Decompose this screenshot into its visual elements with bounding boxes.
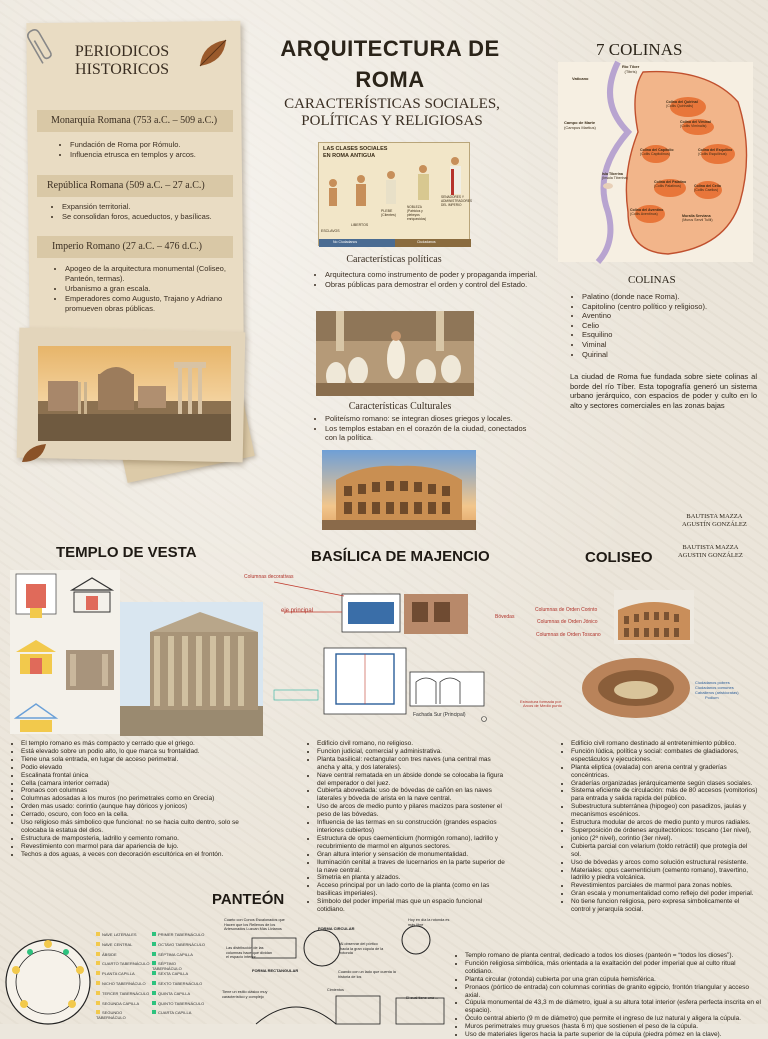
colosseum-facade-photo bbox=[614, 590, 694, 644]
list-item: • Nave central rematada en un ábside donde se colocaba la figura del emperador o del juez. bbox=[317, 772, 506, 788]
legend-label: QUINTA CAPILLA bbox=[158, 990, 191, 996]
panteon-title: PANTEÓN bbox=[212, 891, 285, 908]
map-label: Río Tíber bbox=[622, 64, 640, 69]
list-item: • Estructura de opus caementicium (hormigón romano), ladrillo y recubrimiento de marmol en algunos sectores. bbox=[317, 835, 506, 851]
list-item: • Estructura modular de arcos de medio punto y muros radiales. bbox=[571, 819, 758, 827]
map-label: Muralla Serviana bbox=[682, 214, 711, 218]
era-republica-list bbox=[52, 202, 232, 222]
list-item: • El templo romano es más compacto y cerrado que el griego. bbox=[21, 740, 250, 748]
class-bar-label: No Ciudadanos bbox=[333, 240, 358, 244]
periods-title: PERIODICOS HISTORICOS bbox=[74, 43, 170, 78]
list-item: • Materiales: opus caementicium (cemento romano), travertino, ladrillo y piedra volcánica. bbox=[571, 867, 758, 883]
coliseo-label: Columnas de Orden Corinto bbox=[535, 607, 598, 613]
legend-label: OCTAVO TABERNÁCULO bbox=[158, 941, 206, 947]
legend-label: SEGUNDA CAPILLA bbox=[102, 1000, 140, 1006]
list-item: • Uso de bóvedas y arcos como solución estructural resistente. bbox=[571, 859, 758, 867]
map-label: Colina del Viminal bbox=[680, 120, 711, 124]
map-label: (Collis Viminalis) bbox=[680, 124, 707, 128]
panteon-list bbox=[456, 952, 762, 1039]
class-label: SENADORES Y ADMINISTRADORES DEL IMPERIO bbox=[441, 195, 472, 207]
list-item: • Funcion judicial, comercial y administrativa. bbox=[317, 748, 506, 756]
list-item: • Capitolino (centro político y religioso). bbox=[582, 302, 752, 312]
legend-label: SÉPTIMA CAPILLA bbox=[158, 951, 193, 957]
list-item: • Esquilino bbox=[582, 330, 752, 340]
basilica-label: Fachada Sur (Principal) bbox=[413, 712, 466, 718]
list-item: • Planta circular (rotonda) cubierta por una gran cúpula hemisférica. bbox=[465, 976, 762, 984]
coliseo-label: Estructura formada por bbox=[520, 699, 561, 704]
colosseum-photo bbox=[322, 450, 476, 530]
legend-label: TERCER TABERNÁCULO bbox=[102, 990, 150, 996]
panteon-note: Las distribución de las columnas hace que dividan el espacio interior bbox=[226, 946, 273, 960]
list-item: • Influencia de las termas en su construcción (grandes espacios interiores cubiertos) bbox=[317, 819, 506, 835]
legend-label: SÉPTIMO TABERNÁCULO bbox=[152, 961, 182, 972]
list-item: • Uso de arcos de medio punto y pilares macizos para sostener el peso de las bóvedas. bbox=[317, 803, 506, 819]
list-item: • Podio elevado bbox=[21, 764, 250, 772]
map-label: Vaticano bbox=[572, 76, 589, 81]
list-item: • Iluminación cenital a traves de lucernarios en la parte superior de la nave central. bbox=[317, 859, 506, 875]
political-heading: Características políticas bbox=[346, 254, 442, 265]
legend-label: SEXTO TABERNÁCULO bbox=[158, 980, 203, 986]
class-label: NOBLEZA (Patricios y plebeyos enriquecidos) bbox=[407, 205, 427, 221]
map-label: Isla Tiberina bbox=[602, 172, 623, 176]
list-item: • Palatino (donde nace Roma). bbox=[582, 292, 752, 302]
map-label: (Collis Caelius) bbox=[694, 188, 719, 192]
list-item: • Óculo central abierto (9 m de diámetro) que permite el ingreso de luz natural y aligera la cúpula. bbox=[465, 1015, 762, 1023]
legend-label: NAVE CENTRAL bbox=[102, 941, 133, 947]
panteon-note: FORMA CIRCULAR bbox=[318, 926, 355, 931]
basilica-title: BASÍLICA DE MAJENCIO bbox=[311, 548, 490, 565]
list-item: • Cubierta parcial con velarium (toldo retráctil) que protegía del sol. bbox=[571, 843, 758, 859]
map-label: (Collis Capitolinus) bbox=[640, 152, 670, 156]
era-imperio: Imperio Romano (27 a.C. – 476 d.C.) bbox=[52, 241, 202, 252]
list-item: • Templo romano de planta central, dedicado a todos los dioses (panteón = “todos los dioses”). bbox=[465, 952, 762, 960]
map-label: (Collis Quirinalis) bbox=[666, 104, 694, 108]
list-item: • Subestructura subterránea (hipogeo) con pasadizos, jaulas y mecanismos escénicos. bbox=[571, 803, 758, 819]
list-item: • Expansión territorial. bbox=[62, 202, 232, 212]
list-item: • Simetria en planta y alzados. bbox=[317, 874, 506, 882]
list-item: • Uso religioso más simbolico que funcional: no se hacia culto dentro, solo se colocaba la estatua del dios. bbox=[21, 819, 250, 835]
map-label: Colina del Capitolio bbox=[640, 148, 674, 152]
coliseo-label: Columnas de Orden Jónico bbox=[537, 619, 598, 625]
list-item: • Cúpula monumental de 43,3 m de diámetro, igual a su altura total interior (esfera perfecta inscrita en el espacio). bbox=[465, 999, 762, 1015]
list-item: • Aventino bbox=[582, 311, 752, 321]
colosseum-cutaway bbox=[580, 652, 692, 720]
main-title bbox=[270, 33, 510, 95]
panteon-legend bbox=[96, 932, 206, 1024]
coliseo-label: Columnas de Orden Toscano bbox=[536, 632, 601, 638]
map-label: (Murus Servii Tullii) bbox=[682, 218, 713, 222]
main-subtitle bbox=[262, 96, 522, 130]
list-item: • Edificio civil romano destinado al entretenimiento público. bbox=[571, 740, 758, 748]
author-line: BAUTISTA MAZZA bbox=[686, 513, 743, 520]
vesta-title: TEMPLO DE VESTA bbox=[56, 544, 197, 561]
list-item: • Celio bbox=[582, 321, 752, 331]
era-monarquia: Monarquía Romana (753 a.C. – 509 a.C.) bbox=[51, 115, 218, 126]
coliseo-list bbox=[562, 740, 758, 914]
list-item: • Cerrado, oscuro, con foco en la cella. bbox=[21, 811, 250, 819]
colinas-list bbox=[572, 292, 752, 359]
list-item: • Cella (camara interior cerrada) bbox=[21, 780, 250, 788]
vesta-list bbox=[12, 740, 250, 859]
coliseo-title: COLISEO bbox=[585, 549, 653, 566]
list-item: • Pronaos con columnas bbox=[21, 787, 250, 795]
cultural-list bbox=[315, 414, 540, 443]
list-item: • Quirinal bbox=[582, 350, 752, 360]
class-label: ESCLAVOS bbox=[321, 229, 340, 233]
map-label: Campo de Marte bbox=[564, 120, 596, 125]
coliseo-label: Ciudadanos pobres bbox=[695, 680, 730, 685]
list-item: • Función lúdica, política y social: combates de gladiadores, espectáculos y ejecuciones. bbox=[571, 748, 758, 764]
panteon-note: Hoy en día la rotonda es más libre bbox=[408, 918, 450, 927]
list-item: • Gran escala y monumentalidad como reflejo del poder imperial. bbox=[571, 890, 758, 898]
list-item: • Viminal bbox=[582, 340, 752, 350]
vesta-temple-photo bbox=[120, 602, 263, 736]
list-item: • Orden mas usado: corintio (aunque hay dóricos y jonicos) bbox=[21, 803, 250, 811]
panteon-note: Cimientos bbox=[327, 988, 344, 992]
legend-label: NICHO TABERNÁCULO bbox=[102, 980, 146, 986]
author-line: BAUTISTA MAZZA bbox=[682, 544, 739, 551]
social-classes-illustration bbox=[318, 142, 470, 246]
list-item: • Escalinata frontal única bbox=[21, 772, 250, 780]
basilica-label: Bóvedas bbox=[495, 614, 515, 620]
classes-title-line2: EN ROMA ANTIGUA bbox=[323, 152, 376, 159]
legend-label: PRIMER TABERNÁCULO bbox=[158, 932, 205, 937]
list-item: • Los templos estaban en el corazón de la ciudad, conectados con la política. bbox=[325, 424, 540, 443]
list-item: • Arquitectura como instrumento de poder y propaganda imperial. bbox=[325, 270, 555, 280]
class-label: LIBERTOS bbox=[351, 223, 369, 227]
legend-label: SEGUNDO TABERNÁCULO bbox=[96, 1010, 126, 1021]
list-item: • Estructura de mamposteria, ladrillo y cemento romano. bbox=[21, 835, 250, 843]
coliseo-label: Ciudadanos comunes bbox=[695, 685, 734, 690]
map-label: (Tibris) bbox=[624, 69, 637, 74]
class-bar-label: Ciudadanos bbox=[417, 240, 436, 244]
legend-label: SEXTA CAPILLA bbox=[158, 971, 189, 977]
basilica-label: eje principal bbox=[281, 608, 314, 614]
list-item: • Uso de materiales ligeros hacia la parte superior de la cúpula (piedra pómez en la clave). bbox=[465, 1031, 762, 1039]
list-item: • Cubierta abovedada: uso de bóvedas de cañón en las naves laterales y bóveda de arista en la nave central. bbox=[317, 787, 506, 803]
panteon-note: El cual tiene una ... bbox=[406, 996, 439, 1000]
panteon-note: Cuando con un lado que cuenta la historia de los bbox=[338, 970, 396, 979]
list-item: • Obras públicas para demostrar el orden y control del Estado. bbox=[325, 280, 555, 290]
era-monarquia-list bbox=[60, 140, 230, 160]
list-item: • Edificio civil romano, no religioso. bbox=[317, 740, 506, 748]
basilica-label: Columnas decorativas bbox=[244, 574, 294, 580]
legend-label: NAVE LATERALES bbox=[102, 932, 137, 937]
panteon-note: Cuarto con Conos Escalonados que Hacen que los Rellenos de los Artesonados Luzcan Más Livianos bbox=[224, 918, 285, 932]
leaf-icon bbox=[20, 442, 48, 466]
map-label: Colina del Celio bbox=[694, 184, 721, 188]
list-item: • Techos a dos aguas, a veces con decoración escultórica en el frontón. bbox=[21, 851, 250, 859]
list-item: • Muros perimetrales muy gruesos (hasta 6 m) que sostienen el peso de la cúpula. bbox=[465, 1023, 762, 1031]
main-subtitle-line2: POLÍTICAS Y RELIGIOSAS bbox=[301, 113, 483, 129]
basilica-list bbox=[308, 740, 506, 914]
list-item: • Influencia etrusca en templos y arcos. bbox=[70, 150, 230, 160]
list-item: • Símbolo del poder imperial mas que un espacio funcional cotidiano. bbox=[317, 898, 506, 914]
classes-title-line1: LAS CLASES SOCIALES bbox=[323, 146, 388, 152]
hills-paragraph: La ciudad de Roma fue fundada sobre siete colinas al borde del río Tíber. Esta topografía generó un sistema urbano jerárquico, con espacios de poder y culto en lo alto y sectores comerciales en las zonas bajas bbox=[570, 372, 757, 410]
panteon-note: FORMA RECTANGULAR bbox=[252, 968, 299, 973]
legend-label: QUINTO TABERNÁCULO bbox=[158, 1000, 205, 1006]
leaf-icon bbox=[196, 36, 230, 70]
list-item: • Acceso principal por un lado corto de la planta (como en las basilicas imperiales). bbox=[317, 882, 506, 898]
list-item: • Superposición de órdenes arquitectónicos: toscano (1er nivel), jonico (2º nivel), corintio (3er nivel). bbox=[571, 827, 758, 843]
map-label: (Collis Aventinus) bbox=[630, 212, 658, 216]
author-line: AGUSTIN GONZÁLEZ bbox=[678, 552, 743, 559]
map-label: Colina del Quirinal bbox=[666, 100, 698, 104]
legend-label: CUARTA CAPILLA bbox=[158, 1010, 192, 1016]
list-item: • Graderías organizadas jerárquicamente según clases sociales. bbox=[571, 780, 758, 788]
list-item: • Revestimientos parciales de marmol para zonas nobles. bbox=[571, 882, 758, 890]
list-item: • Sistema eficiente de circulación: más de 80 accesos (vomitorios) para entrada y salida rapida del público. bbox=[571, 787, 758, 803]
map-label: (Collis Esquilinus) bbox=[698, 152, 727, 156]
list-item: • Politeísmo romano: se integran dioses griegos y locales. bbox=[325, 414, 540, 424]
hills-title: 7 COLINAS bbox=[596, 40, 683, 59]
list-item: • Pronaos (pórtico de entrada) con columnas corintias de granito egipcio, frontón triangular y acceso axial. bbox=[465, 984, 762, 1000]
list-item: • Función religiosa simbólica, más orientada a la exaltación del poder imperial que al culto ritual cotidiano. bbox=[465, 960, 762, 976]
seven-hills-map bbox=[558, 62, 753, 262]
cultural-heading: Características Culturales bbox=[348, 401, 452, 412]
list-item: • Columnas adosadas a los muros (no perimetrales como en Grecia) bbox=[21, 795, 250, 803]
main-subtitle-line1: CARACTERÍSTICAS SOCIALES, bbox=[284, 96, 500, 112]
panteon-plan bbox=[0, 922, 95, 1024]
author-line: AGUSTÍN GONZÁLEZ bbox=[682, 521, 747, 528]
panteon-note: Tiene un estilo clásico muy característico y complejo bbox=[222, 990, 268, 999]
map-label: (Insula Tiberina) bbox=[602, 176, 628, 180]
political-list bbox=[315, 270, 555, 289]
main-title-line1: ARQUITECTURA DE bbox=[280, 36, 500, 61]
map-label: Colina del Esquilino bbox=[698, 148, 733, 152]
list-item: • Planta eliptica (ovalada) con arena central y graderías concéntricas. bbox=[571, 764, 758, 780]
vesta-diagrams bbox=[10, 570, 120, 734]
list-item: • Emperadores como Augusto, Trajano y Adriano promueven obras públicas. bbox=[65, 294, 233, 314]
legend-label: PLANTA CAPILLA bbox=[102, 971, 135, 977]
legend-label: ÁBSIDE bbox=[102, 951, 117, 957]
list-item: • Está elevado sobre un podio alto, lo que marca su frontalidad. bbox=[21, 748, 250, 756]
main-title-line2: ROMA bbox=[355, 67, 425, 92]
map-label: Colina del Palatino bbox=[654, 180, 687, 184]
list-item: • Apogeo de la arquitectura monumental (Coliseo, Panteón, termas). bbox=[65, 264, 233, 284]
list-item: • Fundación de Roma por Rómulo. bbox=[70, 140, 230, 150]
coliseo-label: Caballeros (aristócratas) bbox=[695, 690, 739, 695]
era-imperio-list bbox=[55, 264, 233, 314]
list-item: • Tiene una sola entrada, en lugar de acceso perimetral. bbox=[21, 756, 250, 764]
era-republica: República Romana (509 a.C. – 27 a.C.) bbox=[47, 180, 205, 191]
map-label: Colina del Aventino bbox=[630, 208, 664, 212]
list-item: • No tiene funcion religiosa, pero expresa simbolicamente el control y jerarquía social. bbox=[571, 898, 758, 914]
map-label: (Campus Martius) bbox=[564, 125, 596, 130]
list-item: • Urbanismo a gran escala. bbox=[65, 284, 233, 294]
coliseo-label: Arcos de Medio punto bbox=[523, 703, 562, 708]
list-item: • Se consolidan foros, acueductos, y basílicas. bbox=[62, 212, 232, 222]
list-item: • Revestimiento con marmol para dar apariencia de lujo. bbox=[21, 843, 250, 851]
colinas-heading: COLINAS bbox=[628, 274, 676, 286]
list-item: • Planta basilical: rectangular con tres naves (una central mas ancha y alta, y dos laterales). bbox=[317, 756, 506, 772]
roman-forum-photo bbox=[38, 346, 231, 441]
panteon-note: Al observar del pórtico hacia la gran cúpula de la rotonda bbox=[340, 942, 384, 956]
coliseo-label: Podium bbox=[705, 695, 719, 700]
basilica-diagrams bbox=[244, 572, 498, 722]
legend-label: CUARTO TABERNÁCULO bbox=[102, 961, 150, 967]
authors-top bbox=[682, 513, 747, 529]
map-label: (Collis Palatinus) bbox=[654, 184, 681, 188]
class-label: PLEBE (Clientes) bbox=[381, 209, 396, 217]
roman-senate-painting bbox=[316, 311, 474, 396]
authors-bottom bbox=[678, 544, 743, 560]
list-item: • Gran altura interior y sensación de monumentalidad. bbox=[317, 851, 506, 859]
